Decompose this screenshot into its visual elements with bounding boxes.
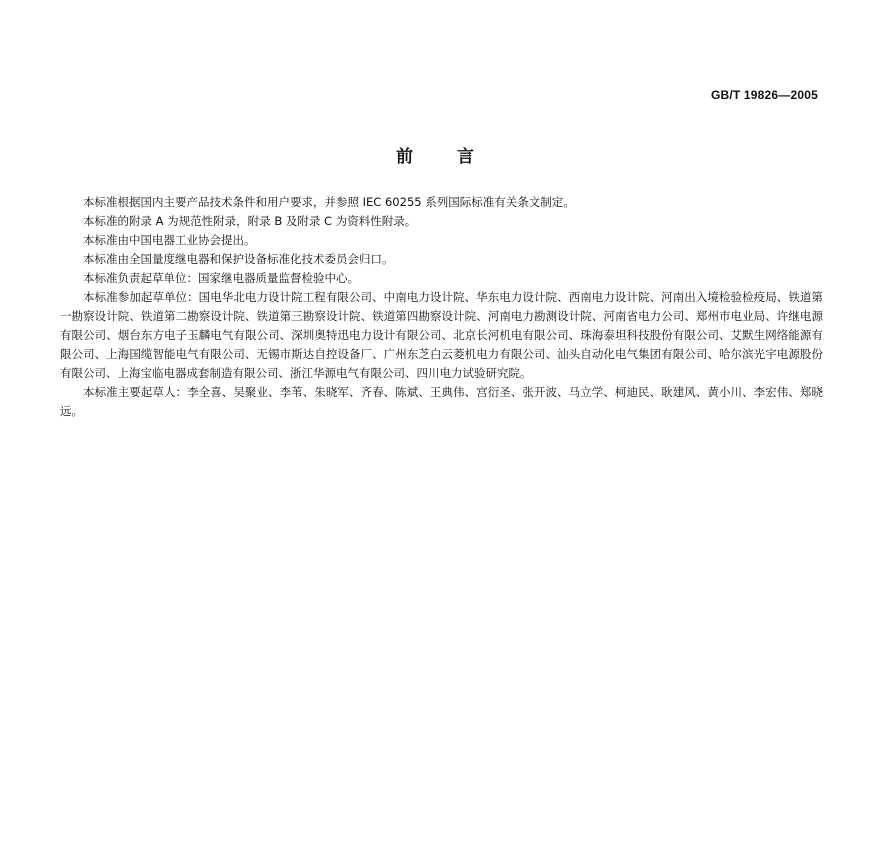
paragraph-participating-units: 本标准参加起草单位：国电华北电力设计院工程有限公司、中南电力设计院、华东电力设计院、西南电力设计院、河南出入境检验检疫局、铁道第一勘察设计院、铁道第二勘察设计院、铁道第三勘察设计院、铁道第四勘察设计院、河南电力勘测设计院、河南省电力公司、郑州市电业局、许继电源有限公司、烟台东方电子玉麟电气有限公司、深圳奥特迅电力设计有限公司、北京长河机电有限公司、珠海泰坦科技股份有限公司、艾默生网络能源有限公司、上海国缆智能电气有限公司、无锡市斯达自控设备厂、广州东芝白云菱机电力有限公司、汕头自动化电气集团有限公司、哈尔滨光宇电源股份有限公司、上海宝临电器成套制造有限公司、浙江华源电气有限公司、四川电力试验研究院。 <box>60 290 823 380</box>
paragraph-basis: 本标准根据国内主要产品技术条件和用户要求，并参照 IEC 60255 系列国际标准有关条文制定。 <box>83 195 575 209</box>
paragraph-lead-drafter: 本标准负责起草单位：国家继电器质量监督检验中心。 <box>83 271 359 285</box>
preface-body <box>60 193 823 421</box>
page-title: 前言 <box>396 147 518 167</box>
paragraph-committee: 本标准由全国量度继电器和保护设备标准化技术委员会归口。 <box>83 252 394 266</box>
paragraph-appendix: 本标准的附录 A 为规范性附录，附录 B 及附录 C 为资料性附录。 <box>83 214 417 228</box>
standard-number: GB/T 19826—2005 <box>710 88 818 102</box>
paragraph-proposer: 本标准由中国电器工业协会提出。 <box>83 233 256 247</box>
paragraph-main-drafters: 本标准主要起草人：李全喜、吴聚业、李苇、朱晓军、齐春、陈斌、王典伟、宫衍圣、张开波、马立学、柯迪民、耿建风、黄小川、李宏伟、郑晓远。 <box>60 385 823 418</box>
